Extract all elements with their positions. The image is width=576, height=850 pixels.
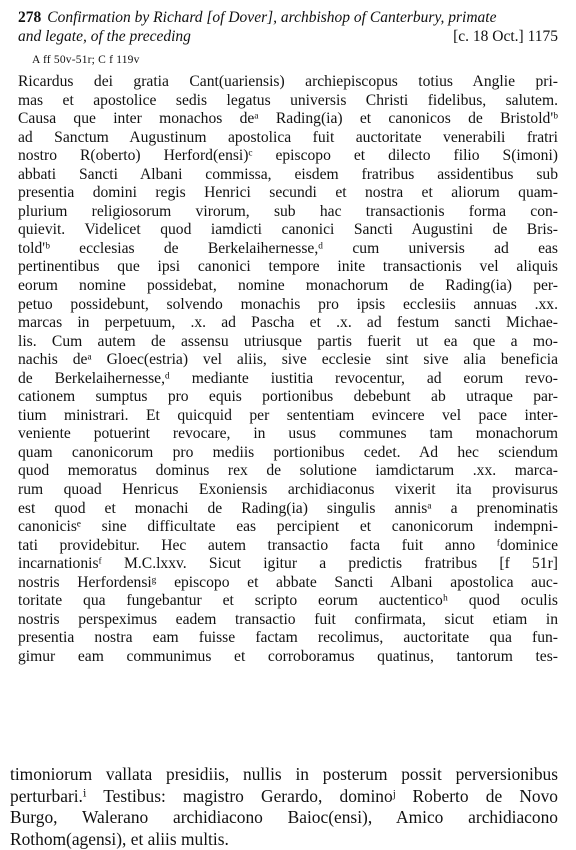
text-line: perturbari.ⁱ Testibus: magistro Gerardo, dominoʲ Roberto de Novo bbox=[10, 786, 558, 808]
text-line: marcas in perpetuum, .x. ad Pascha et .x. ad festum sancti Michae- bbox=[18, 314, 558, 333]
charter-closing-text bbox=[10, 764, 558, 850]
text-line: Ricardus dei gratia Cant(uariensis) archiepiscopus totius Anglie pri- bbox=[18, 73, 558, 92]
text-line: presentia nostra eam fuisse factam recolimus, auctoritate qua fun- bbox=[18, 629, 558, 648]
text-line: told'ᵇ ecclesias de Berkelaihernesse,ᵈ cum universis ad eas bbox=[18, 240, 558, 259]
header-line-1 bbox=[18, 8, 558, 27]
text-line: mas et apostolice sedis legatus universis Christi fidelibus, salutem. bbox=[18, 92, 558, 111]
text-line: ad Sanctum Augustinum apostolica fuit auctoritate venerabili fratri bbox=[18, 129, 558, 148]
text-line: tium ministrari. Et quicquid per sententiam evincere vel pace inter- bbox=[18, 407, 558, 426]
text-line: Causa que inter monachos deᵃ Rading(ia) et canonicos de Bristold'ᵇ bbox=[18, 110, 558, 129]
text-line: quievit. Videlicet quod iamdicti canonici Sancti Augustini de Bris- bbox=[18, 221, 558, 240]
text-line: veniente potuerint revocare, in usus communes tam monachorum bbox=[18, 425, 558, 444]
charter-date: [c. 18 Oct.] 1175 bbox=[453, 27, 558, 46]
text-line: toritate qua fungebantur et scripto eorum auctenticoʰ quod oculis bbox=[18, 592, 558, 611]
charter-body-text bbox=[18, 73, 558, 667]
text-line: rum quoad Henricus Exoniensis archidiaconus vixerit ita provisurus bbox=[18, 481, 558, 500]
text-line: nachis deᵃ Gloec(estria) vel aliis, sive ecclesie sint sive alia beneficia bbox=[18, 351, 558, 370]
page-header bbox=[18, 8, 558, 46]
document-page bbox=[18, 8, 558, 667]
text-line: nostris perspeximus eadem transactio fuit confirmata, sicut etiam in bbox=[18, 611, 558, 630]
text-line: nostro R(oberto) Herford(ensi)ᶜ episcopo et dilecto filio S(imoni) bbox=[18, 147, 558, 166]
text-line: nostris Herfordensiᵍ episcopo et abbate Sancti Albani apostolica auc- bbox=[18, 574, 558, 593]
text-line: presentia domini regis Henrici secundi et nostra et aliorum quam- bbox=[18, 184, 558, 203]
text-line: pertinentibus que ipsi canonici tempore inite transactionis vel aliquis bbox=[18, 258, 558, 277]
manuscript-references: A ff 50v-51r; C f 119v bbox=[32, 54, 558, 66]
text-line: abbati Sancti Albani commissa, eisdem fratribus assidentibus sub bbox=[18, 166, 558, 185]
text-line: quam canonicorum pro mediis portionibus cedet. Ad hec sciendum bbox=[18, 444, 558, 463]
charter-title-line-2: and legate, of the preceding bbox=[18, 27, 191, 46]
text-line: plurium religiosorum virorum, sub hac transactionis forma con- bbox=[18, 203, 558, 222]
text-line: Burgo, Walerano archidiacono Baioc(ensi), Amico archidiacono bbox=[10, 807, 558, 829]
text-line: de Berkelaihernesse,ᵈ mediante iustitia revocentur, ad eorum revo- bbox=[18, 370, 558, 389]
text-line: est quod et monachi de Rading(ia) singulis annisᵃ a prenominatis bbox=[18, 500, 558, 519]
text-line: quod memoratus dominus rex de solutione iamdictarum .xx. marca- bbox=[18, 462, 558, 481]
text-line: lis. Cum autem de assensu utriusque partis fuerit ut ea que a mo- bbox=[18, 333, 558, 352]
text-line: Rothom(agensi), et aliis multis. bbox=[10, 829, 558, 850]
page-number: 278 bbox=[18, 9, 41, 26]
text-line: canonicisᵉ sine difficultate eas percipient et canonicorum indempni- bbox=[18, 518, 558, 537]
header-line-2 bbox=[18, 27, 558, 46]
text-line: tati providebitur. Hec autem transactio facta fuit anno ᶠdominice bbox=[18, 537, 558, 556]
text-line: cationem sumptus pro equis portionibus debebunt ab utraque par- bbox=[18, 388, 558, 407]
text-line: eorum nomine possidebat, nomine monachorum de Rading(ia) per- bbox=[18, 277, 558, 296]
text-line: petuo possidebunt, solvendo monachis pro ipsis ecclesiis annuas .xx. bbox=[18, 296, 558, 315]
text-line: incarnationisᶠ M.C.lxxv. Sicut igitur a predictis fratribus [f 51r] bbox=[18, 555, 558, 574]
text-line: timoniorum vallata presidiis, nullis in posterum possit perversionibus bbox=[10, 764, 558, 786]
text-line: gimur eam communimus et corroboramus quatinus, tantorum tes- bbox=[18, 648, 558, 667]
charter-title-line-1: Confirmation by Richard [of Dover], archbishop of Canterbury, primate bbox=[47, 9, 496, 26]
